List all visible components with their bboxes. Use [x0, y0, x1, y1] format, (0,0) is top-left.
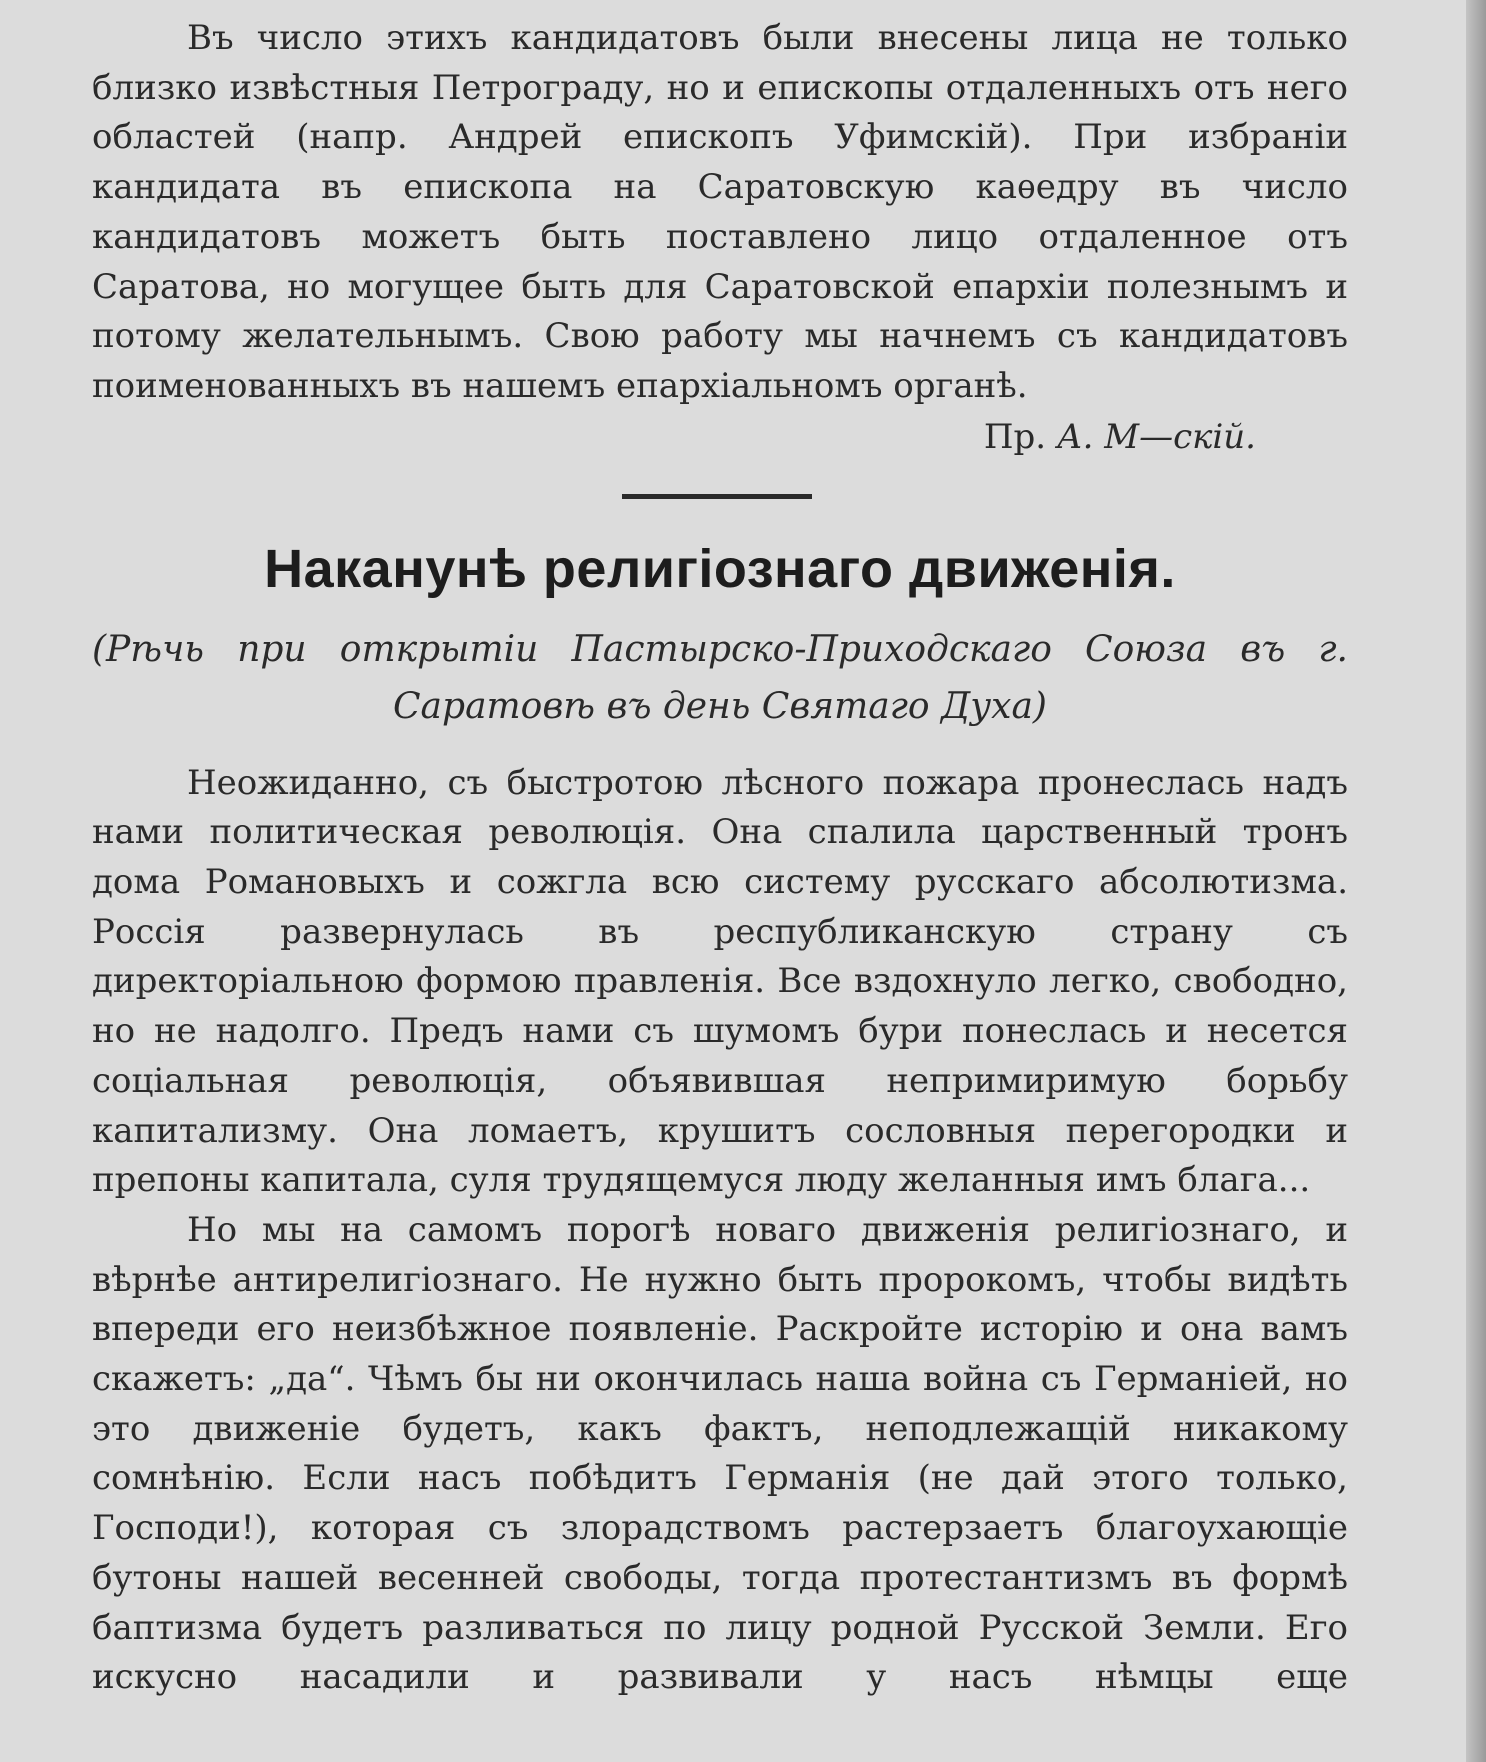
signature-prefix: Пр. [983, 416, 1047, 457]
article-body [92, 759, 1348, 1703]
article-paragraph: Но мы на самомъ порогѣ новаго движенія религіознаго, и вѣрнѣе антирелигіознаго. Не нужно быть пророкомъ, чтобы видѣть впереди его неизбѣжное появленіе. Раскройте исторію и она вамъ скажетъ: „да“. Чѣмъ бы ни окончилась наша война съ Германіей, но это движеніе будетъ, какъ фактъ, неподлежащій никакому сомнѣнію. Если насъ побѣдитъ Германія (не дай этого только, Господи!), которая съ злорадствомъ растерзаетъ благоухающіе бутоны нашей весенней свободы, тогда протестантизмъ въ формѣ баптизма будетъ разливаться по лицу родной Русской Земли. Его искусно насадили и развивали у насъ нѣмцы еще [92, 1209, 1348, 1698]
previous-article-paragraph: Въ число этихъ кандидатовъ были внесены лица не только близко извѣстныя Петрограду, но и епископы отдаленныхъ отъ него областей (напр. Андрей епископъ Уфимскій). При избраніи кандидата въ епископа на Саратовскую каѳедру въ число кандидатовъ можетъ быть поставлено лицо отдаленное отъ Саратова, но могущее быть для Саратовской епархіи полезнымъ и потому желательнымъ. Свою работу мы начнемъ съ кандидатовъ поименованныхъ въ нашемъ епархіальномъ органѣ. [92, 18, 1348, 406]
article-title: Наканунѣ религіознаго движенія. [264, 538, 1176, 599]
text-column [92, 14, 1348, 1703]
signature-initials: А. М—скій. [1056, 416, 1256, 457]
author-signature [92, 412, 1348, 462]
section-divider [622, 494, 812, 499]
article-paragraph: Неожиданно, съ быстротою лѣсного пожара пронеслась надъ нами политическая революція. Она спалила царственный тронъ дома Романовыхъ и сожгла всю систему русскаго абсолютизма. Россія развернулась въ республиканскую страну съ директоріальною формою правленія. Все вздохнуло легко, свободно, но не надолго. Предъ нами съ шумомъ бури понеслась и несется соціальная революція, объявившая непримиримую борьбу капитализму. Она ломаетъ, крушитъ сословныя перегородки и препоны капитала, суля трудящемуся люду желанныя имъ блага... [92, 762, 1348, 1201]
article-subtitle: (Рѣчь при открытіи Пастырско-Приходскаго Союза въ г. Саратовѣ въ день Святаго Духа) [92, 628, 1348, 727]
